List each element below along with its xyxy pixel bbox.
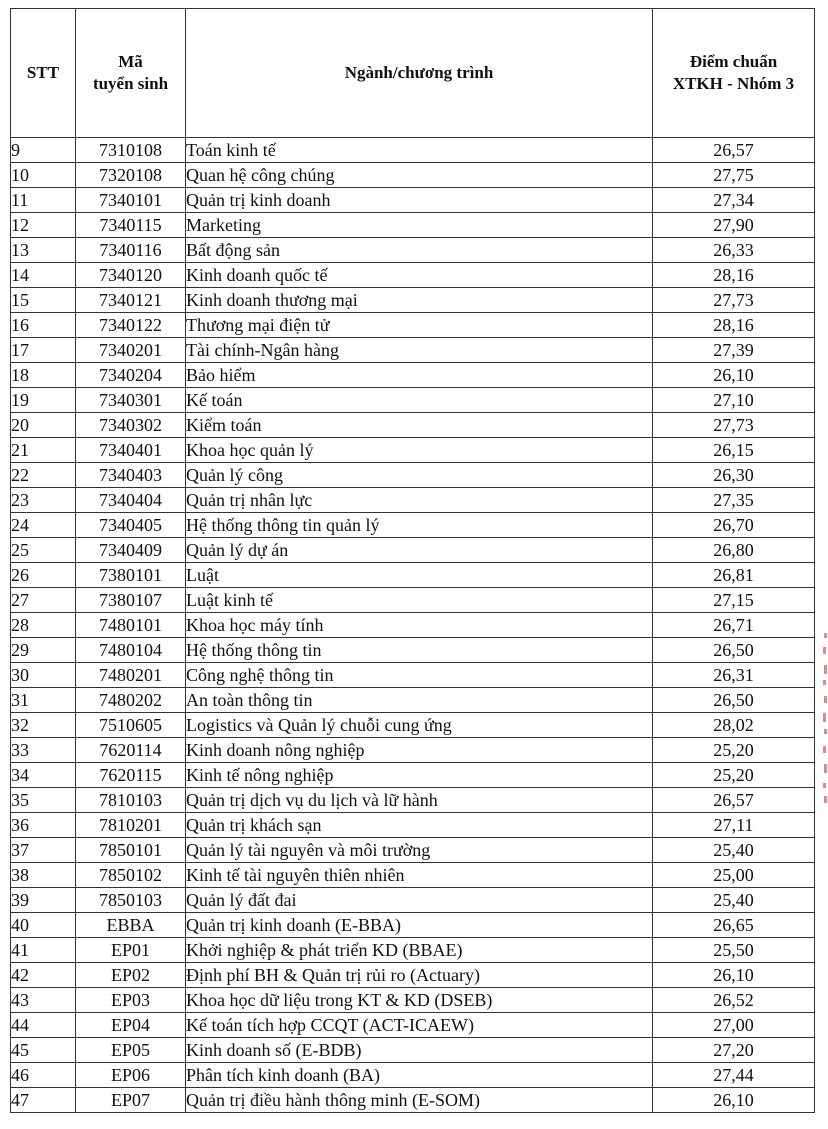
stamp-fragment (824, 665, 827, 674)
cell-stt: 12 (11, 213, 76, 238)
cell-program-name: Luật (186, 563, 653, 588)
cell-stt: 33 (11, 738, 76, 763)
table-row (11, 688, 815, 713)
cell-admission-code: 7510605 (76, 713, 186, 738)
cell-stt: 43 (11, 988, 76, 1013)
cell-admission-code: 7340301 (76, 388, 186, 413)
cell-stt: 14 (11, 263, 76, 288)
cell-admission-code: 7380107 (76, 588, 186, 613)
cell-stt: 46 (11, 1063, 76, 1088)
cell-admission-code: 7340120 (76, 263, 186, 288)
stamp-fragment (824, 696, 827, 703)
stamp-fragment (823, 713, 826, 722)
cell-stt: 26 (11, 563, 76, 588)
cell-admission-code: 7320108 (76, 163, 186, 188)
stamp-fragment (824, 633, 827, 638)
cell-cutoff-score: 27,10 (653, 388, 815, 413)
table-header (11, 9, 815, 138)
cell-admission-code: 7340404 (76, 488, 186, 513)
table-row (11, 1038, 815, 1063)
cell-admission-code: 7850103 (76, 888, 186, 913)
table-row (11, 138, 815, 163)
header-row (11, 9, 815, 138)
table-row (11, 813, 815, 838)
cell-stt: 31 (11, 688, 76, 713)
cell-stt: 36 (11, 813, 76, 838)
cell-cutoff-score: 26,70 (653, 513, 815, 538)
cell-stt: 34 (11, 763, 76, 788)
cell-stt: 45 (11, 1038, 76, 1063)
table-row (11, 263, 815, 288)
table-row (11, 638, 815, 663)
cell-stt: 10 (11, 163, 76, 188)
table-row (11, 988, 815, 1013)
cell-admission-code: 7480104 (76, 638, 186, 663)
table-row (11, 738, 815, 763)
table-row (11, 788, 815, 813)
cell-program-name: Quản lý đất đai (186, 888, 653, 913)
table-row (11, 613, 815, 638)
cell-program-name: Phân tích kinh doanh (BA) (186, 1063, 653, 1088)
cell-cutoff-score: 27,00 (653, 1013, 815, 1038)
cell-program-name: Kế toán (186, 388, 653, 413)
cell-admission-code: EBBA (76, 913, 186, 938)
cell-program-name: Thương mại điện tử (186, 313, 653, 338)
cell-program-name: Tài chính-Ngân hàng (186, 338, 653, 363)
cell-stt: 47 (11, 1088, 76, 1113)
cell-stt: 40 (11, 913, 76, 938)
cell-cutoff-score: 25,50 (653, 938, 815, 963)
cell-program-name: Hệ thống thông tin quản lý (186, 513, 653, 538)
table-row (11, 763, 815, 788)
table-row (11, 338, 815, 363)
table-row (11, 213, 815, 238)
cell-program-name: Khởi nghiệp & phát triển KD (BBAE) (186, 938, 653, 963)
cell-stt: 20 (11, 413, 76, 438)
cell-cutoff-score: 26,30 (653, 463, 815, 488)
cell-cutoff-score: 26,50 (653, 638, 815, 663)
table-row (11, 913, 815, 938)
cell-admission-code: 7340204 (76, 363, 186, 388)
cell-cutoff-score: 27,73 (653, 413, 815, 438)
cell-program-name: Quản trị kinh doanh (E-BBA) (186, 913, 653, 938)
cell-admission-code: 7340302 (76, 413, 186, 438)
cell-cutoff-score: 26,33 (653, 238, 815, 263)
cell-admission-code: 7340201 (76, 338, 186, 363)
cell-cutoff-score: 28,02 (653, 713, 815, 738)
cell-stt: 28 (11, 613, 76, 638)
cell-program-name: Hệ thống thông tin (186, 638, 653, 663)
cell-cutoff-score: 27,73 (653, 288, 815, 313)
table-row (11, 563, 815, 588)
cell-stt: 41 (11, 938, 76, 963)
cell-admission-code: EP01 (76, 938, 186, 963)
header-code-line2: tuyển sinh (92, 74, 169, 93)
cell-program-name: Quản trị điều hành thông minh (E-SOM) (186, 1088, 653, 1113)
table-row (11, 888, 815, 913)
table-row (11, 438, 815, 463)
stamp-fragment (823, 647, 826, 654)
cell-admission-code: EP04 (76, 1013, 186, 1038)
cell-admission-code: EP03 (76, 988, 186, 1013)
cell-cutoff-score: 26,15 (653, 438, 815, 463)
cell-program-name: Khoa học quản lý (186, 438, 653, 463)
admission-score-table (10, 8, 815, 1113)
cell-program-name: Quản trị kinh doanh (186, 188, 653, 213)
cell-admission-code: 7340405 (76, 513, 186, 538)
table-row (11, 463, 815, 488)
stamp-fragment (823, 783, 826, 788)
table-row (11, 588, 815, 613)
table-row (11, 938, 815, 963)
cell-program-name: Toán kinh tế (186, 138, 653, 163)
cell-stt: 32 (11, 713, 76, 738)
cell-stt: 27 (11, 588, 76, 613)
cell-stt: 42 (11, 963, 76, 988)
stamp-fragment (824, 764, 827, 773)
cell-stt: 23 (11, 488, 76, 513)
cell-stt: 22 (11, 463, 76, 488)
cell-stt: 17 (11, 338, 76, 363)
cell-program-name: Luật kinh tế (186, 588, 653, 613)
cell-admission-code: 7620114 (76, 738, 186, 763)
cell-cutoff-score: 25,40 (653, 838, 815, 863)
cell-admission-code: 7850102 (76, 863, 186, 888)
cell-stt: 15 (11, 288, 76, 313)
cell-program-name: Kinh doanh quốc tế (186, 263, 653, 288)
cell-cutoff-score: 25,40 (653, 888, 815, 913)
table-row (11, 388, 815, 413)
header-score-line2: XTKH - Nhóm 3 (672, 74, 795, 93)
cell-admission-code: 7380101 (76, 563, 186, 588)
cell-cutoff-score: 26,52 (653, 988, 815, 1013)
cell-program-name: Kinh tế tài nguyên thiên nhiên (186, 863, 653, 888)
stamp-fragment (824, 729, 827, 734)
cell-stt: 24 (11, 513, 76, 538)
cell-admission-code: 7620115 (76, 763, 186, 788)
cell-admission-code: 7340403 (76, 463, 186, 488)
cell-stt: 9 (11, 138, 76, 163)
cell-program-name: Kinh doanh thương mại (186, 288, 653, 313)
cell-stt: 39 (11, 888, 76, 913)
cell-cutoff-score: 28,16 (653, 313, 815, 338)
cell-program-name: Quan hệ công chúng (186, 163, 653, 188)
cell-admission-code: EP02 (76, 963, 186, 988)
cell-admission-code: 7340122 (76, 313, 186, 338)
table-row (11, 838, 815, 863)
cell-program-name: Quản trị dịch vụ du lịch và lữ hành (186, 788, 653, 813)
cell-cutoff-score: 27,90 (653, 213, 815, 238)
header-admission-code (76, 9, 186, 138)
table-row (11, 1013, 815, 1038)
cell-cutoff-score: 26,57 (653, 138, 815, 163)
cell-admission-code: 7480101 (76, 613, 186, 638)
cell-program-name: Công nghệ thông tin (186, 663, 653, 688)
cell-stt: 38 (11, 863, 76, 888)
cell-cutoff-score: 27,15 (653, 588, 815, 613)
table-row (11, 188, 815, 213)
cell-cutoff-score: 25,20 (653, 738, 815, 763)
table-row (11, 163, 815, 188)
cell-cutoff-score: 27,39 (653, 338, 815, 363)
stamp-fragment (823, 680, 826, 685)
cell-stt: 16 (11, 313, 76, 338)
cell-cutoff-score: 26,10 (653, 363, 815, 388)
cell-program-name: Kinh doanh số (E-BDB) (186, 1038, 653, 1063)
cell-program-name: Kinh tế nông nghiệp (186, 763, 653, 788)
red-stamp-mark (822, 625, 828, 805)
cell-program-name: Bảo hiểm (186, 363, 653, 388)
header-cutoff-score (653, 9, 815, 138)
cell-program-name: Quản trị nhân lực (186, 488, 653, 513)
cell-stt: 11 (11, 188, 76, 213)
cell-cutoff-score: 27,75 (653, 163, 815, 188)
cell-cutoff-score: 26,31 (653, 663, 815, 688)
cell-admission-code: EP05 (76, 1038, 186, 1063)
cell-program-name: Khoa học máy tính (186, 613, 653, 638)
cell-program-name: An toàn thông tin (186, 688, 653, 713)
table-row (11, 538, 815, 563)
cell-admission-code: 7480201 (76, 663, 186, 688)
cell-cutoff-score: 25,00 (653, 863, 815, 888)
header-score-line1: Điểm chuẩn (689, 52, 778, 71)
cell-program-name: Bất động sản (186, 238, 653, 263)
cell-admission-code: 7340101 (76, 188, 186, 213)
cell-admission-code: 7340401 (76, 438, 186, 463)
cell-cutoff-score: 26,80 (653, 538, 815, 563)
cell-admission-code: 7340409 (76, 538, 186, 563)
cell-admission-code: 7850101 (76, 838, 186, 863)
table-row (11, 413, 815, 438)
table-row (11, 288, 815, 313)
cell-stt: 18 (11, 363, 76, 388)
table-row (11, 513, 815, 538)
cell-program-name: Quản lý tài nguyên và môi trường (186, 838, 653, 863)
cell-cutoff-score: 27,34 (653, 188, 815, 213)
cell-admission-code: 7340121 (76, 288, 186, 313)
cell-cutoff-score: 27,35 (653, 488, 815, 513)
cell-program-name: Định phí BH & Quản trị rủi ro (Actuary) (186, 963, 653, 988)
cell-admission-code: 7340116 (76, 238, 186, 263)
cell-cutoff-score: 26,65 (653, 913, 815, 938)
cell-cutoff-score: 28,16 (653, 263, 815, 288)
cell-program-name: Khoa học dữ liệu trong KT & KD (DSEB) (186, 988, 653, 1013)
cell-program-name: Marketing (186, 213, 653, 238)
cell-stt: 30 (11, 663, 76, 688)
table-body (11, 138, 815, 1113)
table-row (11, 1063, 815, 1088)
cell-program-name: Quản trị khách sạn (186, 813, 653, 838)
table-row (11, 363, 815, 388)
table-row (11, 863, 815, 888)
cell-stt: 35 (11, 788, 76, 813)
cell-admission-code: 7810201 (76, 813, 186, 838)
cell-admission-code: 7340115 (76, 213, 186, 238)
table-row (11, 713, 815, 738)
cell-program-name: Logistics và Quản lý chuỗi cung ứng (186, 713, 653, 738)
cell-stt: 21 (11, 438, 76, 463)
cell-cutoff-score: 26,81 (653, 563, 815, 588)
header-stt: STT (11, 9, 76, 138)
cell-admission-code: 7480202 (76, 688, 186, 713)
cell-admission-code: EP07 (76, 1088, 186, 1113)
cell-program-name: Kinh doanh nông nghiệp (186, 738, 653, 763)
cell-stt: 25 (11, 538, 76, 563)
cell-admission-code: EP06 (76, 1063, 186, 1088)
stamp-fragment (824, 796, 827, 803)
table-row (11, 963, 815, 988)
cell-stt: 44 (11, 1013, 76, 1038)
cell-program-name: Quản lý công (186, 463, 653, 488)
cell-program-name: Kế toán tích hợp CCQT (ACT-ICAEW) (186, 1013, 653, 1038)
cell-cutoff-score: 26,10 (653, 1088, 815, 1113)
cell-admission-code: 7810103 (76, 788, 186, 813)
cell-cutoff-score: 26,50 (653, 688, 815, 713)
cell-cutoff-score: 26,57 (653, 788, 815, 813)
cell-stt: 13 (11, 238, 76, 263)
cell-program-name: Kiểm toán (186, 413, 653, 438)
table-row (11, 488, 815, 513)
cell-cutoff-score: 27,20 (653, 1038, 815, 1063)
header-code-line1: Mã (118, 52, 143, 71)
cell-stt: 37 (11, 838, 76, 863)
cell-program-name: Quản lý dự án (186, 538, 653, 563)
table-row (11, 238, 815, 263)
cell-cutoff-score: 26,71 (653, 613, 815, 638)
cell-stt: 19 (11, 388, 76, 413)
cell-admission-code: 7310108 (76, 138, 186, 163)
table-row (11, 663, 815, 688)
table-row (11, 1088, 815, 1113)
cell-cutoff-score: 25,20 (653, 763, 815, 788)
cell-stt: 29 (11, 638, 76, 663)
stamp-fragment (823, 746, 826, 753)
header-program: Ngành/chương trình (186, 9, 653, 138)
table-row (11, 313, 815, 338)
cell-cutoff-score: 27,44 (653, 1063, 815, 1088)
cell-cutoff-score: 27,11 (653, 813, 815, 838)
cell-cutoff-score: 26,10 (653, 963, 815, 988)
